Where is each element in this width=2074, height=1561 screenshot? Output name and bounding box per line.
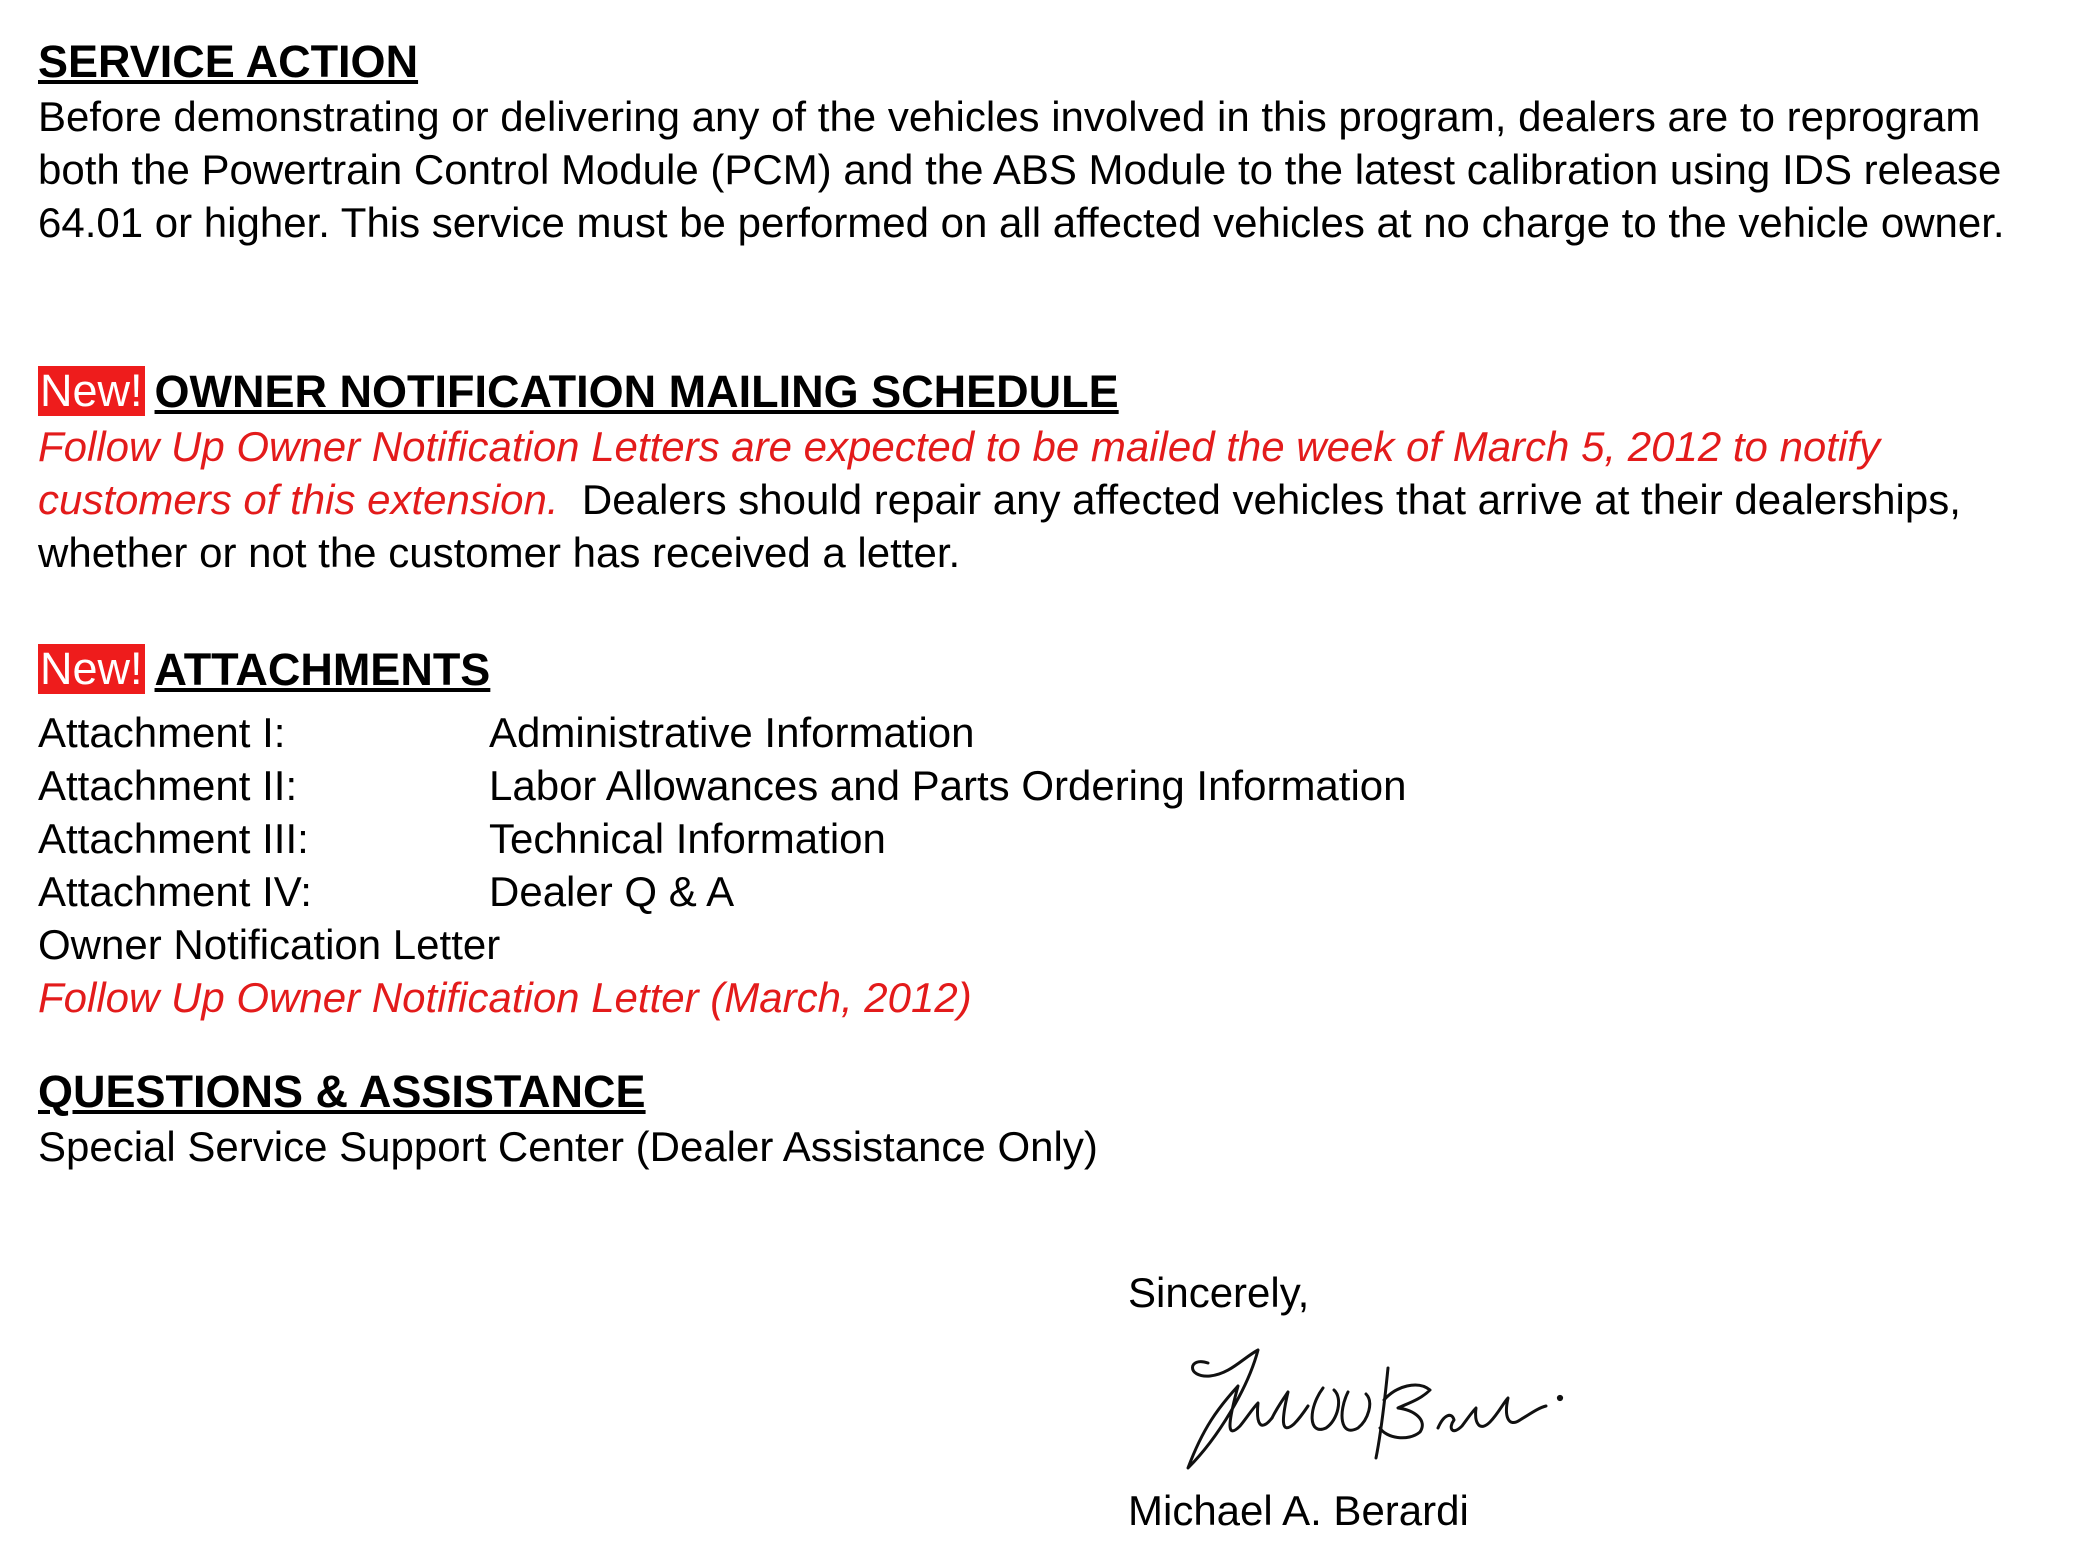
attachments-section (38, 644, 2048, 1024)
service-action-body: Before demonstrating or delivering any of the vehicles involved in this program, dealers are to reprogram both the Powertrain Control Module (PCM) and the ABS Module to the latest calibration using IDS release 64.01 or higher. This service must be performed on all affected vehicles at no charge to the vehicle owner. (38, 93, 2005, 246)
attachment-row (38, 865, 2048, 918)
questions-heading: QUESTIONS & ASSISTANCE (38, 1066, 646, 1117)
attachment-label: Attachment I: (38, 709, 286, 756)
mailing-schedule-body (38, 420, 2048, 579)
mailing-schedule-text: Dealers should repair any affected vehicles that arrive at their dealerships, whether or not the customer has received a letter. (38, 476, 1973, 576)
handwritten-signature (1148, 1328, 1588, 1488)
salutation: Sincerely, (1128, 1269, 1310, 1316)
attachment-description: Dealer Q & A (489, 868, 735, 915)
follow-up-letter-row (38, 971, 2048, 1024)
attachment-description: Labor Allowances and Parts Ordering Information (489, 762, 1407, 809)
owner-letter-row (38, 918, 2048, 971)
signer-name: Michael A. Berardi (1128, 1487, 1469, 1534)
mailing-schedule-section (38, 366, 2048, 579)
service-action-section (38, 36, 2048, 249)
closing-block (1128, 1266, 1828, 1534)
new-badge: New! (40, 365, 143, 416)
attachment-description: Administrative Information (489, 709, 975, 756)
attachments-heading: ATTACHMENTS (154, 644, 491, 695)
attachment-row (38, 812, 2048, 865)
questions-body: Special Service Support Center (Dealer Assistance Only) (38, 1123, 1098, 1170)
follow-up-letter-label: Follow Up Owner Notification Letter (March, 2012) (38, 974, 972, 1021)
attachment-description: Technical Information (489, 815, 886, 862)
attachment-label: Attachment II: (38, 762, 298, 809)
mailing-schedule-heading: OWNER NOTIFICATION MAILING SCHEDULE (154, 366, 1119, 417)
attachment-list (38, 706, 2048, 1024)
attachment-row (38, 706, 2048, 759)
mailing-schedule-highlight: Follow Up Owner Notification Letters are expected to be mailed the week of March 5, 2012 to notify customers of this extension. (38, 423, 1880, 523)
owner-letter-label: Owner Notification Letter (38, 921, 501, 968)
attachment-row (38, 759, 2048, 812)
new-badge: New! (40, 643, 143, 694)
questions-section (38, 1066, 2048, 1173)
attachment-label: Attachment III: (38, 815, 309, 862)
service-action-heading: SERVICE ACTION (38, 36, 419, 87)
attachment-label: Attachment IV: (38, 868, 312, 915)
